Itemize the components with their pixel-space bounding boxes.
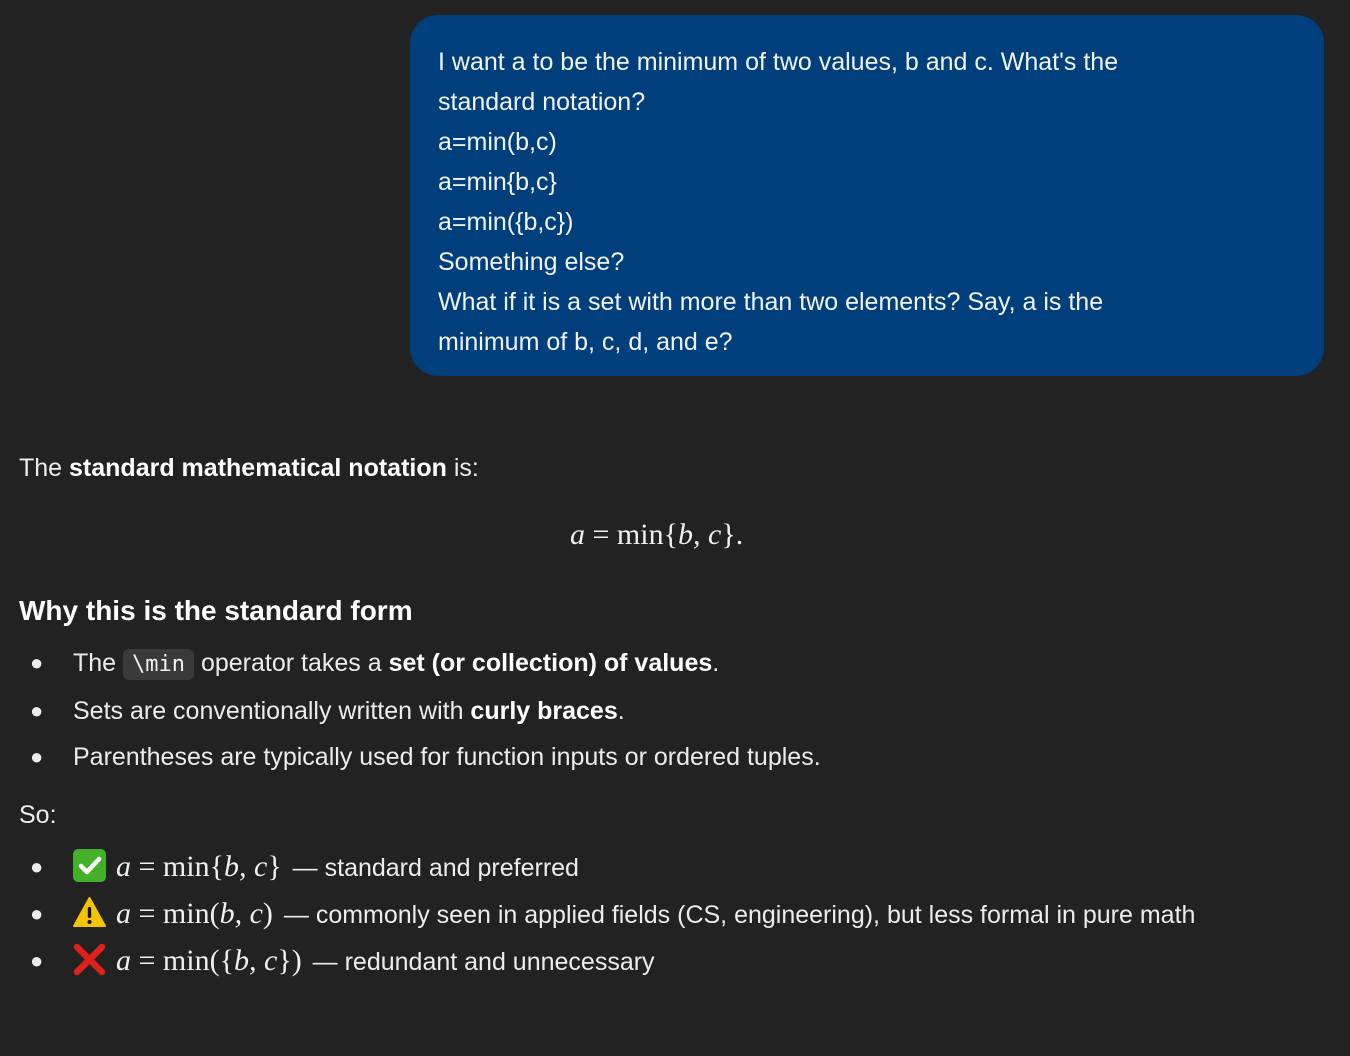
user-message-line: minimum of b, c, d, and e? <box>438 328 733 356</box>
math-equals: = <box>592 518 610 551</box>
list-item-text: . <box>617 697 625 725</box>
math-period: . <box>735 518 744 551</box>
list-item <box>19 891 1329 938</box>
inline-equation <box>116 897 273 930</box>
display-equation <box>570 518 743 552</box>
list-item-text: — commonly seen in applied fields (CS, engineering), but less formal in pure math <box>276 901 1196 929</box>
list-item <box>19 844 1329 891</box>
math-open-brace: ({ <box>209 944 234 977</box>
list-item-text: . <box>712 649 720 677</box>
math-variable: a <box>570 518 585 551</box>
so-label: So: <box>19 801 57 829</box>
math-close-brace: }) <box>277 944 302 977</box>
list-item-text: The <box>73 649 124 677</box>
list-item-bold: curly braces <box>470 697 618 725</box>
intro-text-end: is: <box>446 454 479 482</box>
math-variable: a <box>116 897 131 930</box>
math-variable: a <box>116 850 131 883</box>
inline-equation <box>116 850 282 883</box>
bullet-icon: ● <box>30 948 44 973</box>
notation-list <box>19 844 1329 985</box>
math-close-brace: } <box>721 518 736 551</box>
list-item <box>19 640 1329 688</box>
inline-equation <box>116 944 302 977</box>
bullet-icon: ● <box>30 854 44 879</box>
math-equals: = <box>138 944 156 977</box>
math-close-brace: } <box>267 850 282 883</box>
list-item-text: — standard and preferred <box>285 854 579 882</box>
math-variable: a <box>116 944 131 977</box>
list-item <box>19 734 1329 780</box>
bullet-icon: ● <box>30 698 44 723</box>
check-mark-icon <box>73 849 106 882</box>
math-function: min <box>162 897 210 930</box>
bullet-icon: ● <box>30 901 44 926</box>
bullet-icon: ● <box>30 650 44 675</box>
list-item-text: — redundant and unnecessary <box>305 948 655 976</box>
intro-bold-text: standard mathematical notation <box>69 454 447 482</box>
math-function: min <box>616 518 664 551</box>
math-equals: = <box>138 850 156 883</box>
inline-code: \min <box>123 649 194 680</box>
why-list <box>19 640 1329 780</box>
math-open-paren: ( <box>209 897 220 930</box>
user-message-line: a=min(b,c) <box>438 128 557 156</box>
intro-paragraph <box>19 450 479 486</box>
user-message-line: What if it is a set with more than two elements? Say, a is the <box>438 288 1104 316</box>
math-open-brace: { <box>663 518 678 551</box>
bullet-icon: ● <box>30 744 44 769</box>
user-message-bubble <box>410 15 1324 376</box>
math-open-brace: { <box>209 850 224 883</box>
cross-mark-icon <box>73 943 106 976</box>
math-equals: = <box>138 897 156 930</box>
math-function: min <box>162 944 210 977</box>
warning-icon <box>73 896 106 929</box>
user-message-line: standard notation? <box>438 88 646 116</box>
list-item-text: Sets are conventionally written with <box>73 697 471 725</box>
math-args: b, c <box>233 944 278 977</box>
list-item <box>19 688 1329 734</box>
list-item-text: operator takes a <box>194 649 389 677</box>
list-item-bold: set (or collection) of values <box>388 649 713 677</box>
math-close-paren: ) <box>262 897 273 930</box>
list-item <box>19 938 1329 985</box>
user-message-line: a=min{b,c} <box>438 168 557 196</box>
math-function: min <box>162 850 210 883</box>
intro-text: The <box>19 454 70 482</box>
section-heading: Why this is the standard form <box>19 595 413 626</box>
user-message-line: a=min({b,c}) <box>438 208 574 236</box>
math-args: b, c <box>219 897 263 930</box>
math-args: b, c <box>224 850 268 883</box>
user-message-line: I want a to be the minimum of two values, b and c. What's the <box>438 48 1119 76</box>
list-item-text: Parentheses are typically used for function inputs or ordered tuples. <box>73 743 821 771</box>
user-message-line: Something else? <box>438 248 625 276</box>
math-args: b, c <box>678 518 722 551</box>
